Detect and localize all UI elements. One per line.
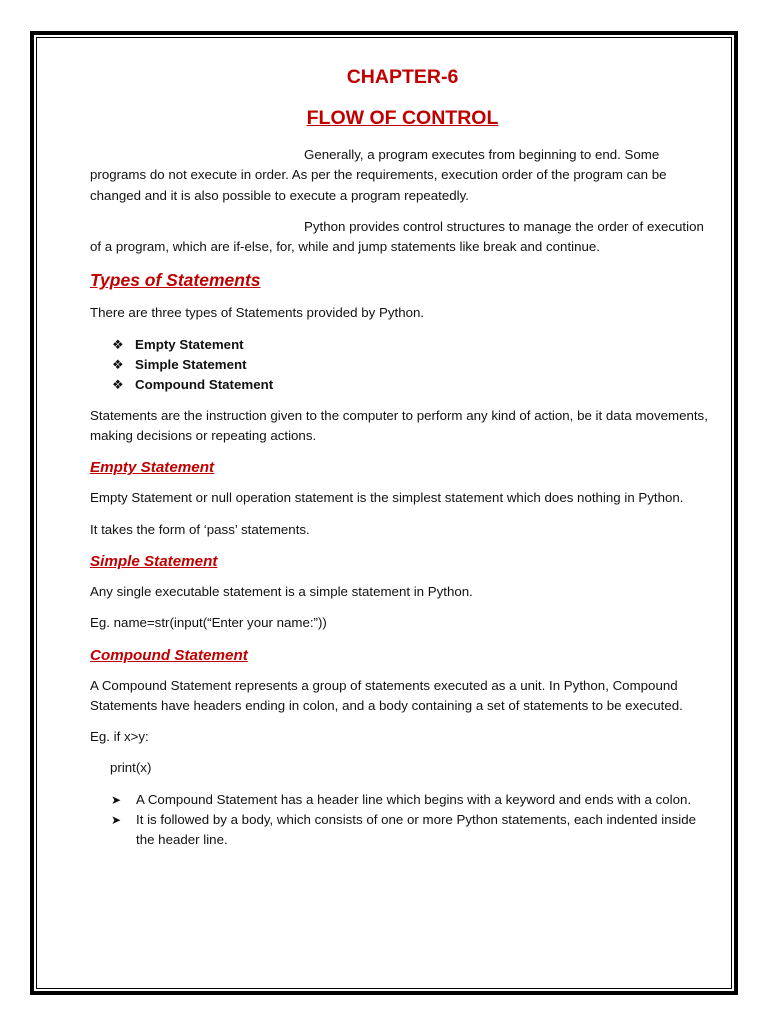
compound-example-line-2: print(x) — [110, 760, 152, 776]
diamond-bullet-icon: ❖ — [112, 376, 124, 392]
list-item: ➤ It is followed by a body, which consists of one or more Python statements, each indented inside the header line. — [111, 811, 697, 847]
empty-paragraph-1: Empty Statement or null operation statement is the simplest statement which does nothing in Python. — [90, 490, 684, 506]
simple-example: Eg. name=str(input(“Enter your name:”)) — [90, 615, 327, 631]
chapter-label: CHAPTER-6 — [346, 66, 459, 88]
arrowhead-bullet-icon: ➤ — [111, 792, 122, 807]
simple-statement-heading: Simple Statement — [90, 552, 218, 570]
list-item: ➤ A Compound Statement has a header line which begins with a keyword and ends with a colon. — [90, 790, 715, 810]
intro-paragraph-2: Python provides control structures to manage the order of execution of a program, which are if-else, for, while and jump statements like break and continue. — [90, 218, 704, 255]
list-item: ❖ Compound Statement — [90, 375, 715, 395]
list-item: ❖ Simple Statement — [90, 355, 715, 375]
compound-points-list — [90, 790, 715, 850]
types-description: Statements are the instruction given to the computer to perform any kind of action, be it data movements, making decisions or repeating actions. — [90, 407, 708, 444]
types-lead: There are three types of Statements provided by Python. — [90, 305, 425, 321]
types-heading: Types of Statements — [90, 270, 261, 291]
diamond-bullet-icon: ❖ — [112, 336, 124, 352]
empty-paragraph-2: It takes the form of ‘pass’ statements. — [90, 521, 310, 537]
compound-statement-heading: Compound Statement — [90, 646, 248, 664]
page-title: FLOW OF CONTROL — [306, 107, 499, 129]
diamond-bullet-icon: ❖ — [112, 356, 124, 372]
intro-paragraph-1: Generally, a program executes from beginning to end. Some programs do not execute in order. As per the requirements, execution order of the program can be changed and it is also possible to execute a program repeatedly. — [90, 147, 667, 203]
list-item: ❖ Empty Statement — [90, 335, 715, 355]
statement-types-list — [90, 335, 715, 395]
arrowhead-bullet-icon: ➤ — [111, 812, 122, 827]
empty-statement-heading: Empty Statement — [90, 459, 215, 477]
simple-paragraph: Any single executable statement is a simple statement in Python. — [90, 583, 473, 599]
document-body — [90, 62, 715, 861]
compound-example-line-1: Eg. if x>y: — [90, 729, 149, 745]
compound-paragraph: A Compound Statement represents a group of statements executed as a unit. In Python, Compound Statements have headers ending in colon, and a body containing a set of statements to be executed. — [90, 677, 683, 713]
